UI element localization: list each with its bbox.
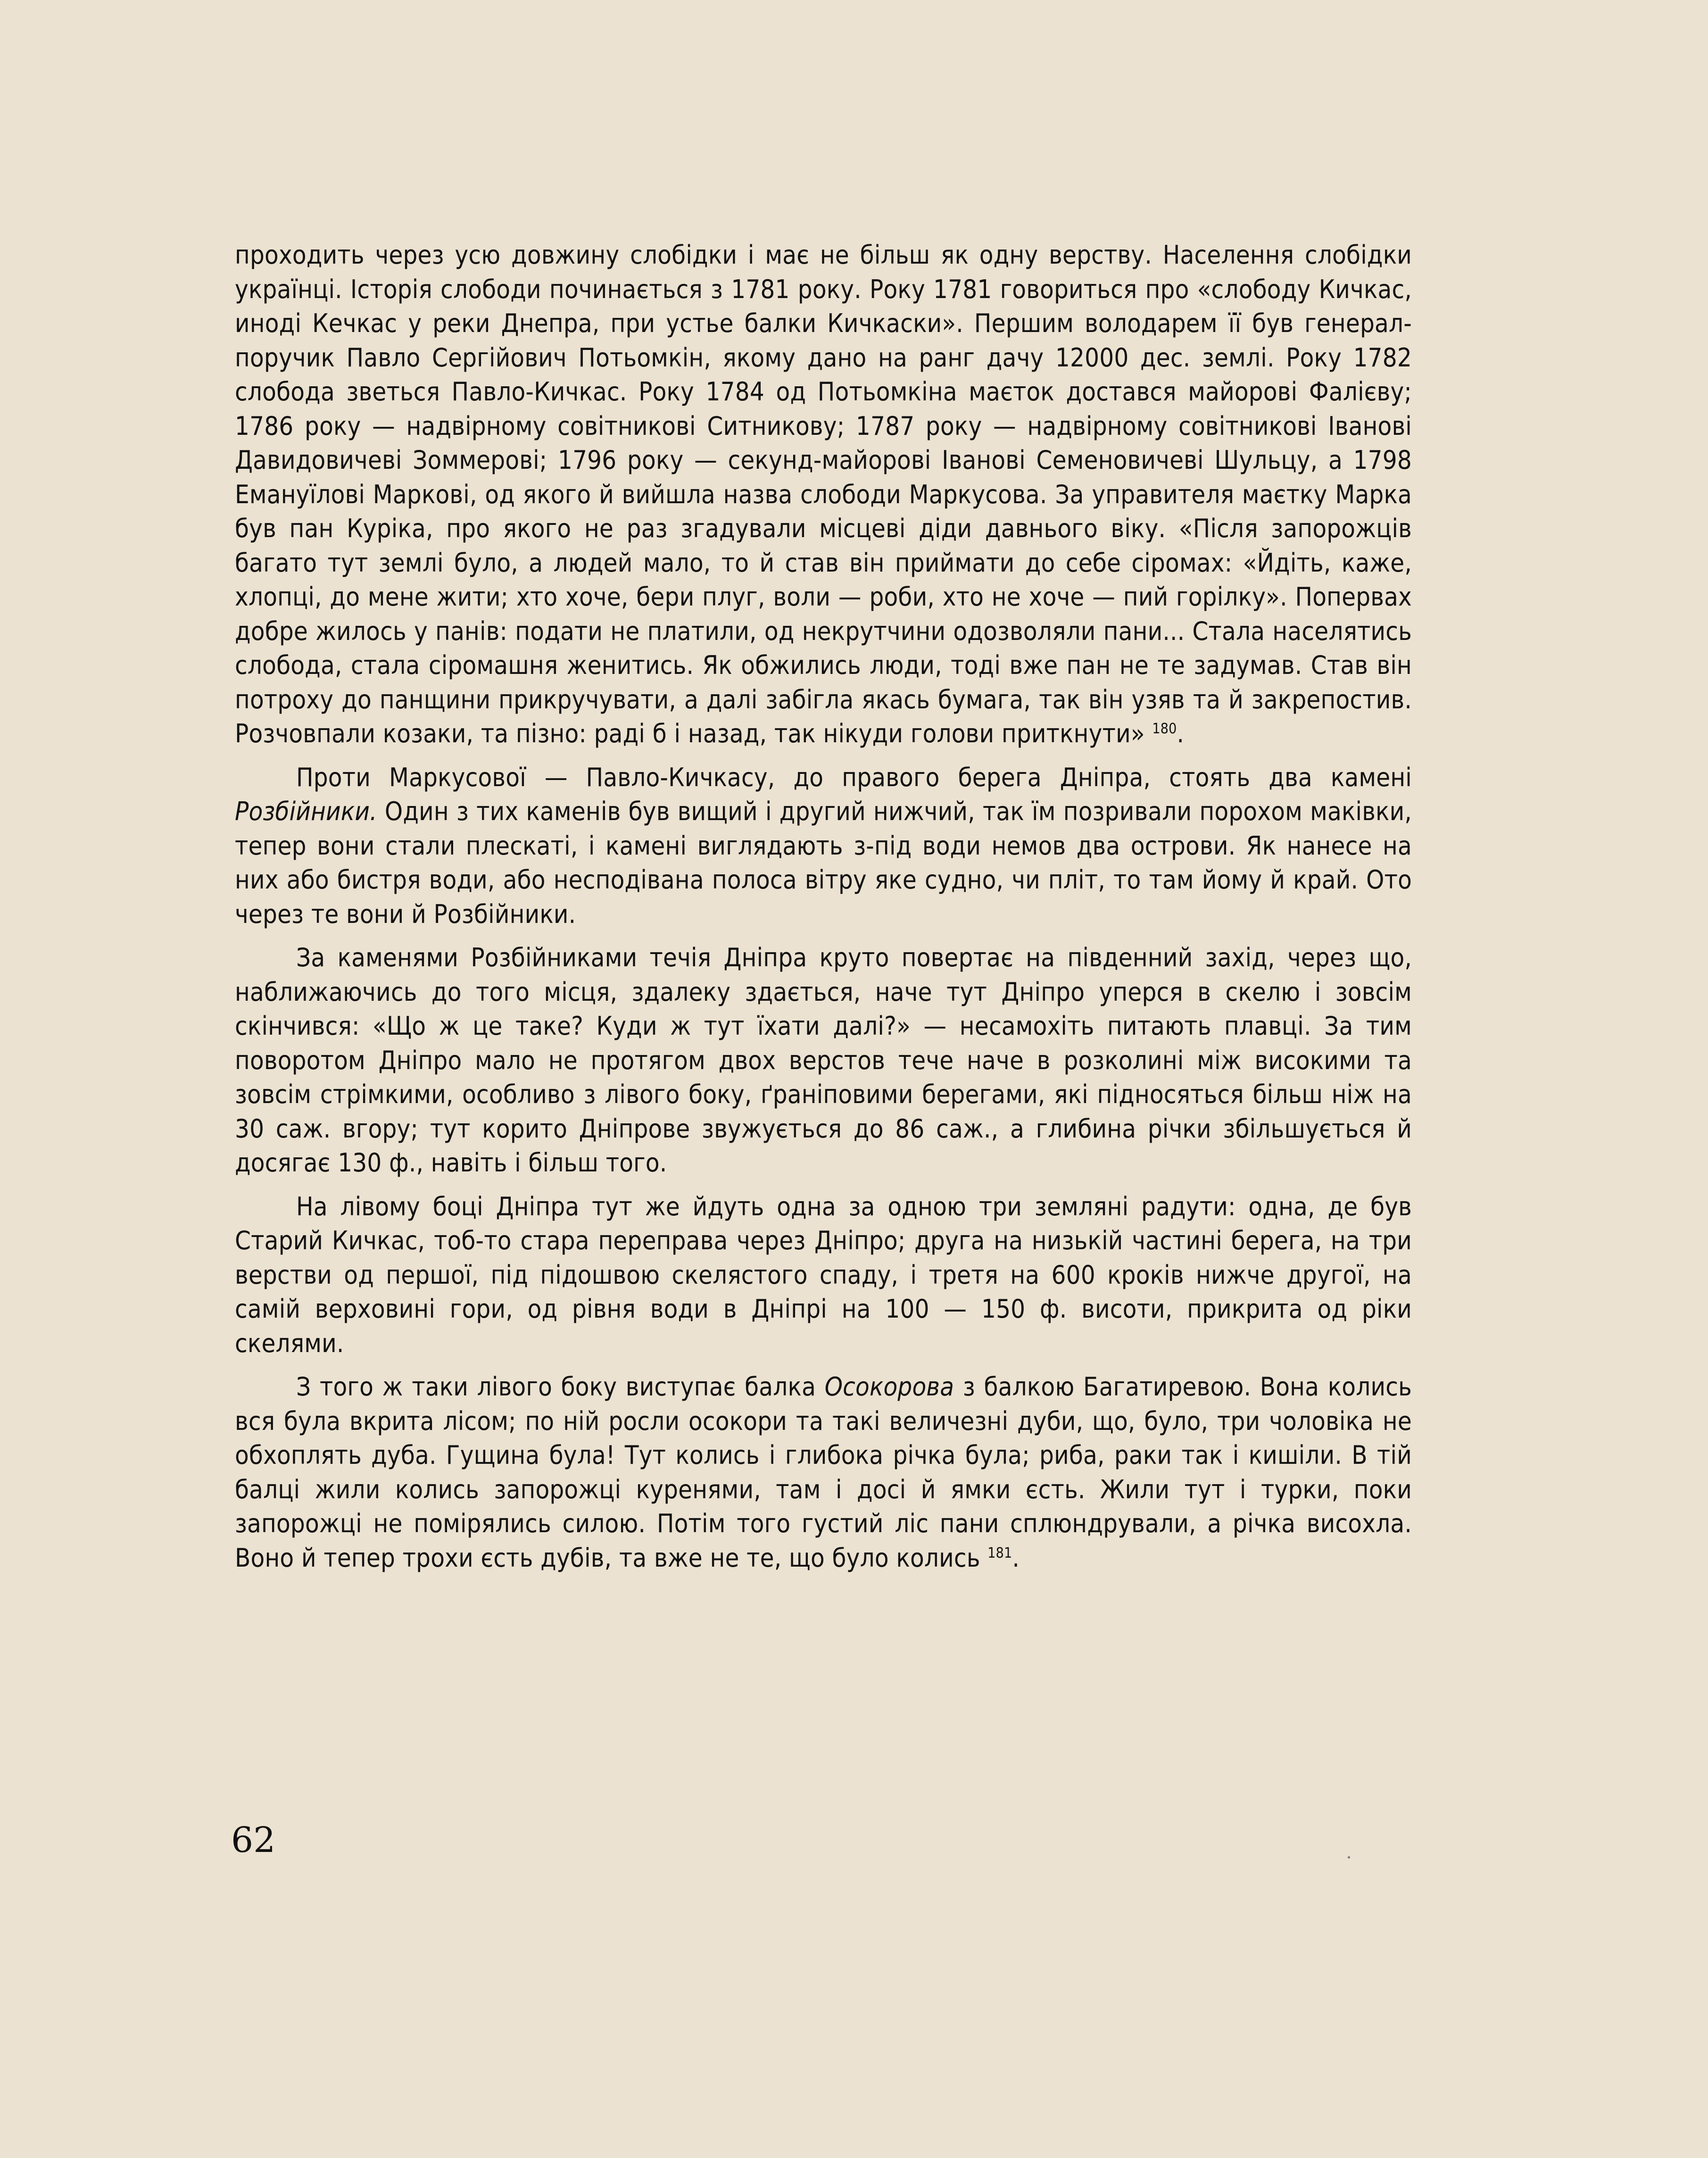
paragraph-5-end: . [1012,1543,1020,1573]
paragraph-1-text: проходить через усю довжину слобідки і має не більш як одну верству. Населення слобідки українці. Історія слободи починається з 1781 року. Року 1781 говориться про «слободу Кичкас, иноді Кечкас у реки Днепра, при устье балки Кичкаски». Першим володарем її був генерал-поручик Павло Сергійович Потьомкін, якому дано на ранг дачу 12000 дес. землі. Року 1782 слобода зветься Павло-Кичкас. Року 1784 од Потьомкіна маєток достався майорові Фалієву; 1786 року — надвірному совітникові Ситникову; 1787 року — надвірному совітникові Іванові Давидовичеві Зоммерові; 1796 року — секунд-майорові Іванові Семеновичеві Шульцу, а 1798 Емануїлові Маркові, од якого й вийшла назва слободи Маркусова. За управителя маєтку Марка був пан Куріка, про якого не раз згадували місцеві діди давнього віку. «Після запорожців багато тут землі було, а людей мало, то й став він приймати до себе сіромах: «Йдіть, каже, хлопці, до мене жити; хто хоче, бери плуг, воли — роби, хто не хоче — пий горілку». Попервах добре жилось у панів: подати не платили, од некрутчини одозволяли пани... Стала населятись слобода, стала сіромашня женитись. Як обжились люди, тоді вже пан не те задумав. Став він потроху до панщини прикручувати, а далі забігла якась бумага, так він узяв та й закрепостив. Розчовпали козаки, та пізно: раді б і назад, так нікуди голови приткнути» [235,240,1412,748]
paragraph-4-text: На лівому боці Дніпра тут же йдуть одна за одною три земляні радути: одна, де був Старий Кичкас, тоб-то стара переправа через Дніпро; друга на низькій частині берега, на три верстви од першої, під підошвою скелястого спаду, і третя на 600 кроків нижче другої, на самій верховині гори, од рівня води в Дніпрі на 100 — 150 ф. висоти, прикрита од ріки скелями. [235,1191,1412,1358]
paragraph-1-end: . [1177,719,1185,748]
paragraph-4 [235,1190,1412,1361]
paragraph-5-italic-term: Осокорова [824,1372,954,1402]
page-number: 62 [231,1820,276,1860]
paragraph-2-italic-term: Розбійники. [235,797,377,826]
footnote-ref-181: 181 [987,1544,1012,1561]
paragraph-5 [235,1370,1412,1575]
paragraph-2-text-b: Один з тих каменів був вищий і другий нижчий, так їм позривали порохом маківки, тепер вони стали плескаті, і камені виглядають з-під води немов два острови. Як нанесе на них або бистря води, або несподівана полоса вітру яке судно, чи пліт, то там йому й край. Ото через те вони й Розбійники. [235,797,1412,929]
footnote-ref-180: 180 [1152,721,1177,737]
print-speck [1348,1856,1350,1859]
paragraph-2-text-a: Проти Маркусової — Павло-Кичкасу, до правого берега Дніпра, стоять два камені [296,762,1412,792]
paragraph-5-text-b: з балкою Багатиревою. Вона колись вся була вкрита лісом; по ній росли осокори та такі величезні дуби, що, було, три чоловіка не обхоплять дуба. Гущина була! Тут колись і глибока річка була; риба, раки так і кишіли. В тій балці жили колись запорожці куренями, там і досі й ямки єсть. Жили тут і турки, поки запорожці не помірялись силою. Потім того густий ліс пани сплюндрували, а річка висохла. Воно й тепер трохи єсть дубів, та вже не те, що було колись [235,1372,1412,1573]
paragraph-3 [235,941,1412,1180]
paragraph-2 [235,761,1412,932]
body-text [235,238,1412,1575]
paragraph-1 [235,238,1412,751]
paragraph-5-text-a: З того ж таки лівого боку виступає балка [296,1372,825,1402]
paragraph-3-text: За каменями Розбійниками течія Дніпра круто повертає на південний захід, через що, наближаючись до того місця, здалеку здається, наче тут Дніпро уперся в скелю і зовсім скінчився: «Що ж це таке? Куди ж тут їхати далі?» — несамохіть питають плавці. За тим поворотом Дніпро мало не протягом двох верстов тече наче в розколині між високими та зовсім стрімкими, особливо з лівого боку, ґраніповими берегами, які підносяться більш ніж на 30 саж. вгору; тут корито Дніпрове звужується до 86 саж., а глибина річки збільшується й досягає 130 ф., навіть і більш того. [235,943,1412,1178]
